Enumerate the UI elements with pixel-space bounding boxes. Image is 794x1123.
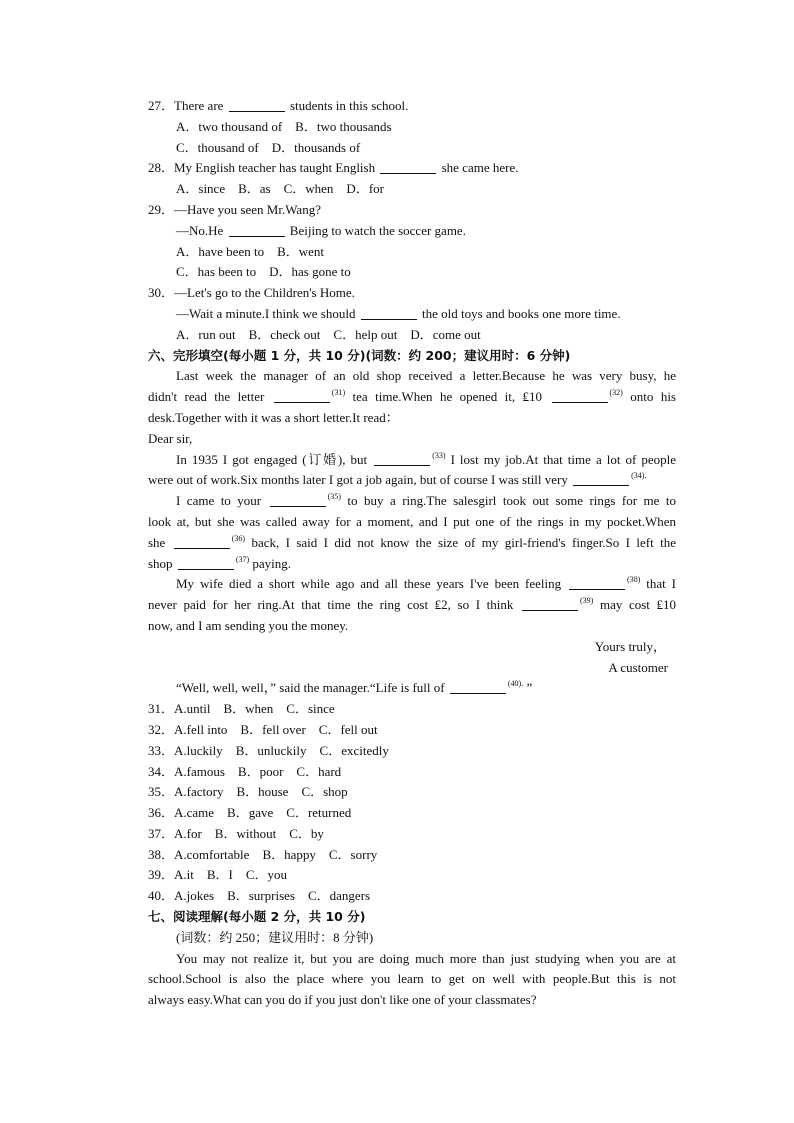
blank-number: (39) [580,596,594,606]
question-text: the old toys and books one more time. [421,305,621,321]
section-note: (词数：约 250；建议用时：8 分钟) [176,929,374,945]
cloze-text: back, I said I did not know the size of my girl-friend's finger.So I left the [251,534,676,550]
reading-line: always easy.What can you do if you just don't like one of your classmates? [148,992,537,1008]
question-29: 29．—Have you seen Mr.Wang? [148,201,321,217]
cloze-line: desk.Together with it was a short letter.It read： [148,409,399,425]
options-line: A．run out B．check out C．help out D．come out [176,326,481,342]
choice-line: 38．A.comfortable B．happy C．sorry [148,846,378,862]
answer-blank[interactable] [361,305,417,320]
cloze-text: she [148,534,166,550]
cloze-line: Last week the manager of an old shop received a letter.Because he was very busy, he [176,368,676,384]
cloze-blank-38[interactable] [569,575,625,590]
blank-number: (33) [432,450,446,460]
answer-blank[interactable] [380,159,436,174]
answer-blank[interactable] [229,222,285,237]
question-text: 27．There are [148,98,224,113]
reading-line: school.School is also the place where you learn to get on well with people.But this is not [148,971,676,987]
cloze-text: “Well, well, well，” said the manager.“Life is full of [176,680,445,696]
cloze-choices [148,699,676,907]
cloze-line [148,533,676,554]
section-heading [148,346,676,367]
blank-number: (37) [235,554,250,564]
cloze-text: In 1935 I got engaged (订婚), but [176,451,368,467]
blank-number: (35) [327,492,341,502]
answer-blank[interactable] [229,97,285,112]
choice-line: 33．A.luckily B．unluckily C．excitedly [148,742,389,758]
cloze-blank-35[interactable] [270,492,326,507]
options-line: A．have been to B．went [176,243,325,259]
blank-number: (32) [609,388,623,398]
question-29-reply [148,221,676,242]
blank-number: (40). [507,679,524,689]
cloze-line [148,387,676,408]
cloze-text: paying. [252,555,292,571]
question-30: 30．—Let's go to the Children's Home. [148,285,355,301]
section-note: (词数：约 200；建议用时：6 分钟) [365,347,571,363]
cloze-blank-40[interactable] [450,679,506,694]
cloze-text: ” [526,680,533,696]
cloze-blank-32[interactable] [552,388,608,403]
choice-line: 32．A.fell into B．fell over C．fell out [148,721,378,737]
blank-number: (38) [627,575,641,585]
choice-line: 35．A.factory B．house C．shop [148,784,348,800]
question-text: she came here. [441,160,519,176]
question-text: —No.He [176,222,224,238]
choice-line: 40．A.jokes B．surprises C．dangers [148,888,371,904]
section-heading [148,907,676,928]
section-title: 六、完形填空(每小题 1 分，共 10 分) [148,347,366,363]
reading-line: You may not realize it, but you are doing much more than just studying when you are at [176,950,676,966]
letter-salutation: Dear sir, [148,430,193,446]
blank-number: (34). [631,471,647,481]
choice-line: 34．A.famous B．poor C．hard [148,763,342,779]
letter-signature: A customer [608,659,668,675]
cloze-blank-36[interactable] [174,534,230,549]
question-30-reply [148,304,676,325]
question-27 [148,96,676,117]
cloze-text: didn't read the letter [148,389,265,405]
question-text: —Wait a minute.I think we should [176,305,356,321]
exam-page [148,96,676,1011]
cloze-text: never paid for her ring.At that time the ring cost ₤2, so I think [148,597,514,613]
cloze-blank-34[interactable] [573,471,629,486]
question-text: students in this school. [289,98,409,113]
options-line: C．thousand of D．thousands of [176,139,361,155]
cloze-text: may cost ₤10 [599,597,677,613]
cloze-text: onto his [630,389,676,405]
cloze-line [148,595,676,616]
letter-closing: Yours truly， [594,638,666,654]
choice-line: 37．A.for B．without C．by [148,825,324,841]
cloze-blank-33[interactable] [374,451,430,466]
cloze-blank-31[interactable] [274,388,330,403]
section-title: 七、阅读理解(每小题 2 分，共 10 分) [148,909,366,925]
cloze-text: that I [646,576,677,592]
cloze-line: look at, but she was called away for a moment, and I put one of the rings in my pocket.When [148,513,676,529]
options-line: C．has been to D．has gone to [176,264,351,280]
cloze-line: now, and I am sending you the money. [148,617,349,633]
cloze-line [148,554,676,575]
question-text: 28．My English teacher has taught English [148,160,376,176]
cloze-text: were out of work.Six months later I got a job again, but of course I was still very [148,472,568,488]
cloze-line [148,470,676,491]
cloze-line [148,491,676,512]
cloze-text: I lost my job.At that time a lot of people [450,451,677,467]
cloze-text: My wife died a short while ago and all these years I've been feeling [176,576,562,592]
cloze-line [148,574,676,595]
options-line: A．since B．as C．when D．for [176,181,384,197]
cloze-text: tea time.When he opened it, ₤10 [352,389,543,405]
question-28 [148,158,676,179]
cloze-line [148,678,676,699]
cloze-blank-37[interactable] [178,555,234,570]
options-line: A．two thousand of B．two thousands [176,118,392,134]
blank-number: (31) [331,388,346,398]
choice-line: 36．A.came B．gave C．returned [148,805,352,821]
cloze-line [148,450,676,471]
cloze-text: shop [148,555,173,571]
cloze-text: to buy a ring.The salesgirl took out some rings for me to [347,493,677,509]
cloze-text: I came to your [176,493,262,509]
cloze-blank-39[interactable] [522,596,578,611]
choice-line: 39．A.it B．I C．you [148,867,288,883]
choice-line: 31．A.until B．when C．since [148,701,335,717]
blank-number: (36) [231,533,246,543]
question-text: Beijing to watch the soccer game. [289,222,466,238]
